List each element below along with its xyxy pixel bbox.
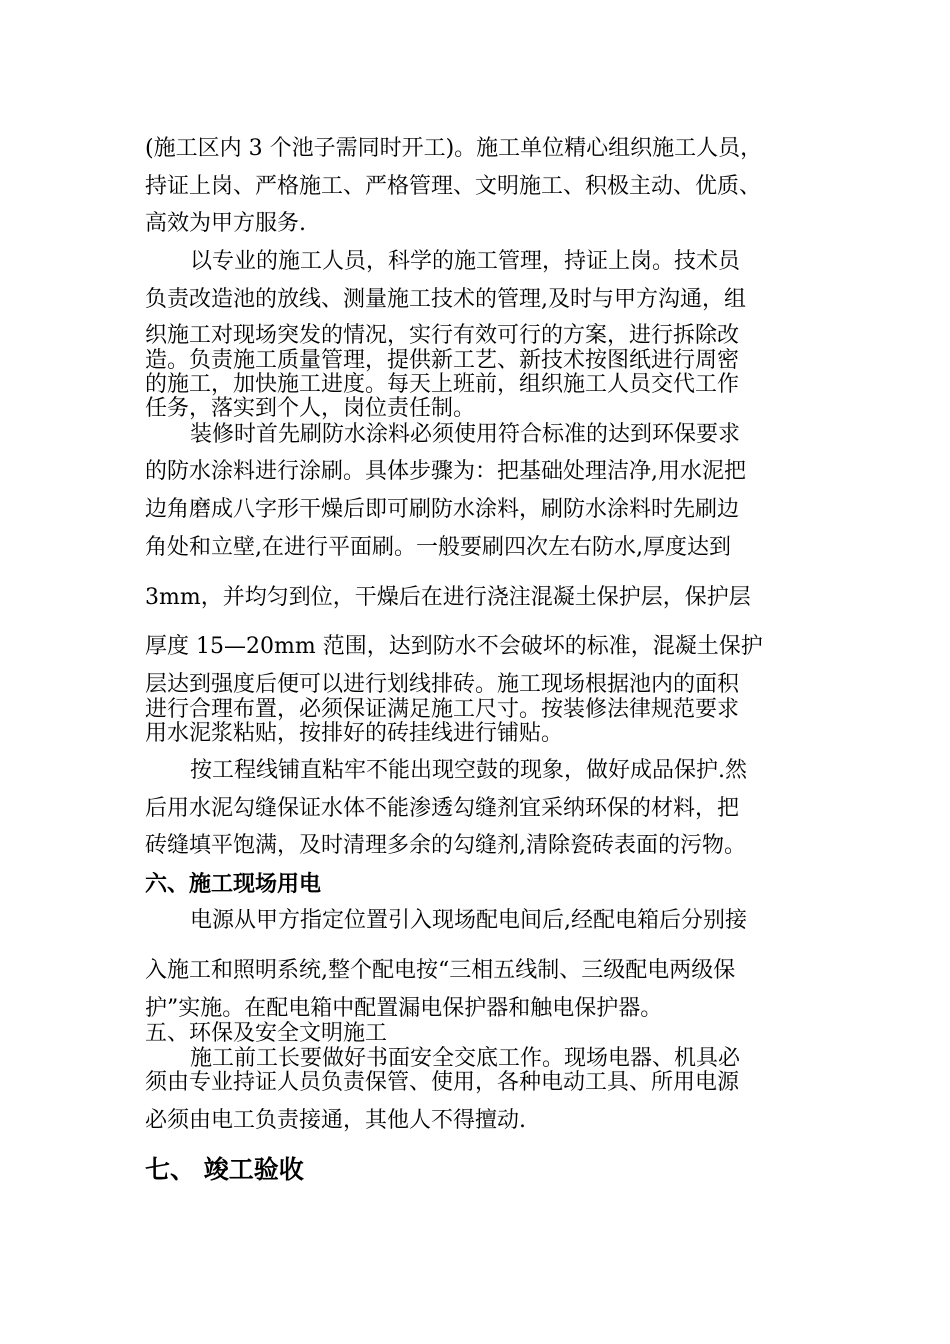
text-line: 边角磨成八字形干燥后即可刷防水涂料，刷防水涂料时先刷边 bbox=[145, 497, 740, 522]
text-line: 造。负责施工质量管理，提供新工艺、新技术按图纸进行周密 bbox=[145, 348, 740, 373]
text-line: 进行合理布置，必须保证满足施工尺寸。按装修法律规范要求 bbox=[145, 697, 740, 722]
text-line: 厚度 15—20mm 范围，达到防水不会破坏的标准，混凝土保护 bbox=[145, 634, 763, 659]
text-line: 入施工和照明系统,整个配电按“三相五线制、三级配电两级保 bbox=[145, 958, 736, 983]
text-line: (施工区内 3 个池子需同时开工)。施工单位精心组织施工人员， bbox=[145, 136, 763, 161]
text-line: 的防水涂料进行涂刷。具体步骤为：把基础处理洁净,用水泥把 bbox=[145, 459, 746, 484]
text-line: 负责改造池的放线、测量施工技术的管理,及时与甲方沟通，组 bbox=[145, 287, 746, 312]
text-line: 高效为甲方服务. bbox=[145, 211, 306, 236]
text-line: 织施工对现场突发的情况，实行有效可行的方案，进行拆除改 bbox=[145, 323, 740, 348]
text-line: 层达到强度后便可以进行划线排砖。施工现场根据池内的面积 bbox=[145, 672, 740, 697]
paragraph-first-line: 以专业的施工人员，科学的施工管理，持证上岗。技术员 bbox=[190, 249, 741, 274]
paragraph-first-line: 装修时首先刷防水涂料必须使用符合标准的达到环保要求 bbox=[190, 422, 741, 447]
text-line: 持证上岗、严格施工、严格管理、文明施工、积极主动、优质、 bbox=[145, 174, 762, 199]
text-line: 护”实施。在配电箱中配置漏电保护器和触电保护器。 bbox=[145, 996, 663, 1021]
paragraph-first-line: 按工程线铺直粘牢不能出现空鼓的现象，做好成品保护.然 bbox=[190, 758, 747, 783]
paragraph-first-line: 施工前工长要做好书面安全交底工作。现场电器、机具必 bbox=[190, 1046, 741, 1071]
text-line: 须由专业持证人员负责保管、使用，各种电动工具、所用电源 bbox=[145, 1070, 740, 1095]
text-line: 角处和立壁,在进行平面刷。一般要刷四次左右防水,厚度达到 bbox=[145, 535, 731, 560]
text-line: 用水泥浆粘贴，按排好的砖挂线进行铺贴。 bbox=[145, 721, 564, 746]
text-line: 任务，落实到个人，岗位责任制。 bbox=[145, 396, 476, 421]
text-line: 后用水泥勾缝保证水体不能渗透勾缝剂宜采纳环保的材料，把 bbox=[145, 796, 740, 821]
text-line: 必须由电工负责接通，其他人不得擅动. bbox=[145, 1108, 526, 1133]
paragraph-first-line: 电源从甲方指定位置引入现场配电间后,经配电箱后分别接 bbox=[190, 908, 747, 933]
text-line: 的施工，加快施工进度。每天上班前，组织施工人员交代工作 bbox=[145, 372, 740, 397]
section-heading: 六、施工现场用电 bbox=[145, 871, 322, 897]
text-line: 3mm，并均匀到位，干燥后在进行浇注混凝土保护层，保护层 bbox=[145, 585, 751, 610]
text-line: 砖缝填平饱满，及时清理多余的勾缝剂,清除瓷砖表面的污物。 bbox=[145, 833, 746, 858]
section-heading: 七、 竣工验收 bbox=[145, 1155, 304, 1184]
section-heading: 五、环保及安全文明施工 bbox=[145, 1021, 388, 1046]
